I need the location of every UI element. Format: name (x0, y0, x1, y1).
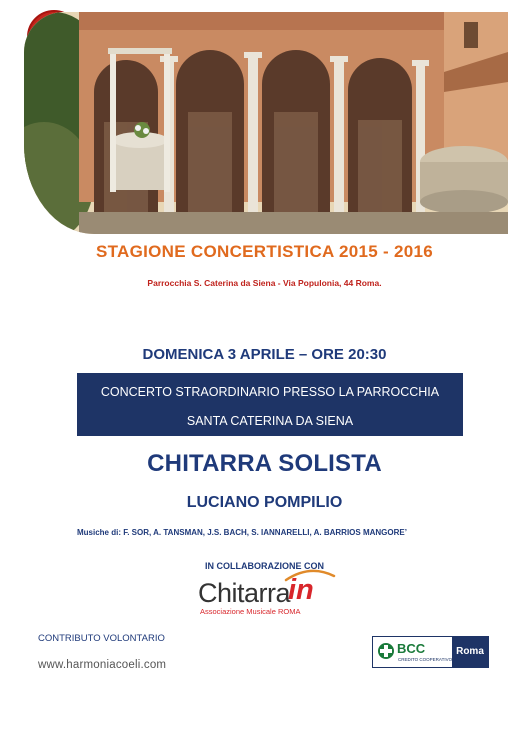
partner-word: Chitarra (198, 578, 291, 608)
sponsor-name: BCC (397, 641, 426, 656)
venue-address: Parrocchia S. Caterina da Siena - Via Populonia, 44 Roma. (147, 278, 382, 288)
concert-banner (77, 373, 463, 436)
partner-subtitle: Associazione Musicale ROMA (200, 607, 301, 616)
partner-accent: in (288, 574, 314, 606)
website-link[interactable]: www.harmoniacoeli.com (38, 659, 167, 671)
chitarrain-logo (198, 572, 338, 620)
sponsor-logo (372, 636, 489, 668)
bcc-mark-icon (377, 642, 395, 660)
banner-line-2: SANTA CATERINA DA SIENA (186, 414, 354, 428)
season-title: STAGIONE CONCERTISTICA 2015 - 2016 (95, 242, 434, 261)
contribution-note: CONTRIBUTO VOLONTARIO (38, 633, 165, 644)
collaboration-label: IN COLLABORAZIONE CON (205, 561, 324, 571)
sponsor-left (373, 637, 452, 667)
program-composers: Musiche di: F. SOR, A. TANSMAN, J.S. BACH, S. IANNARELLI, A. BARRIOS MANGORE’ (77, 528, 407, 537)
sponsor-city: Roma (452, 637, 488, 667)
concert-title: CHITARRA SOLISTA (147, 450, 382, 477)
performer-name: LUCIANO POMPILIO (186, 494, 343, 511)
concert-date: DOMENICA 3 APRILE – ORE 20:30 (142, 346, 387, 363)
sponsor-subtitle: CREDITO COOPERATIVO (398, 657, 453, 662)
banner-line-1: CONCERTO STRAORDINARIO PRESSO LA PARROCCHIA (100, 385, 440, 399)
cloister-photo (24, 12, 508, 234)
